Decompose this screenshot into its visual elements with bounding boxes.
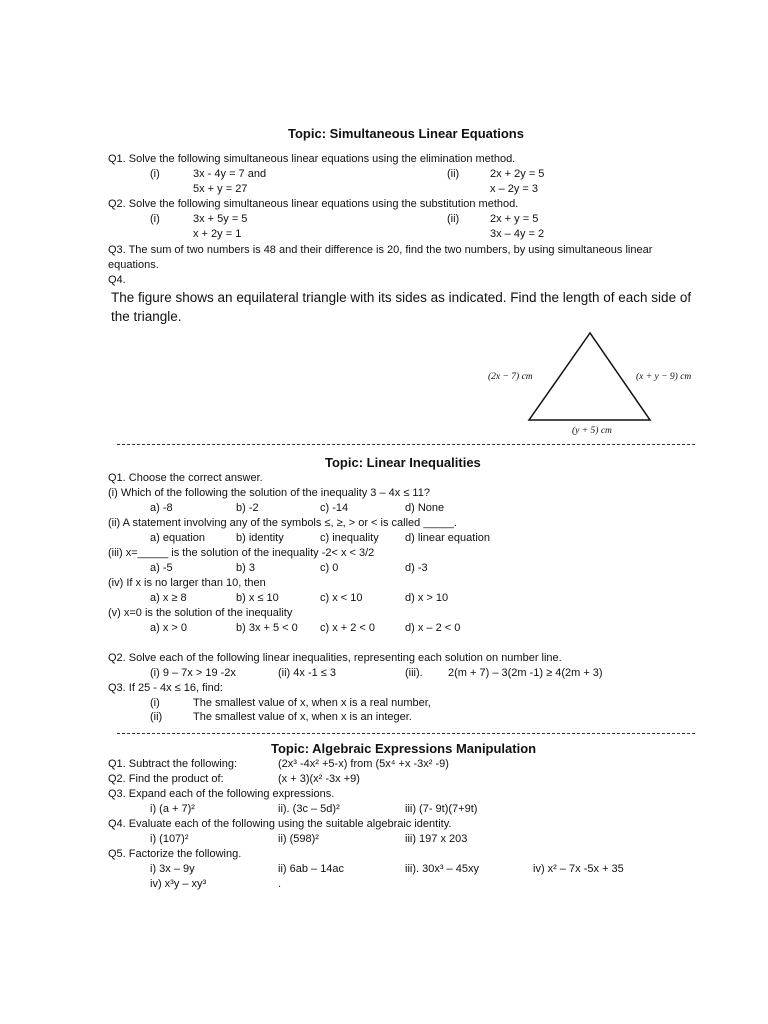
- triangle-left-label: (2x − 7) cm: [488, 372, 533, 382]
- triangle-right-label: (x + y − 9) cm: [636, 372, 692, 382]
- section-title-algebraic: Topic: Algebraic Expressions Manipulation: [271, 741, 537, 756]
- s2-iii-opt-d: d) -3: [405, 562, 428, 574]
- s1-q2-ii-eq1: 2x + y = 5: [490, 213, 539, 225]
- s1-q2-i-label: (i): [150, 213, 160, 225]
- s3-q3-part-i: i) (a + 7)²: [150, 803, 195, 815]
- s2-iii-opt-c: c) 0: [320, 562, 339, 574]
- s3-q4-part-i: i) (107)²: [150, 833, 189, 845]
- s2-i-question: (i) Which of the following the solution of the inequality 3 – 4x ≤ 11?: [108, 487, 430, 499]
- s2-v-opt-c: c) x + 2 < 0: [320, 622, 376, 634]
- s3-q2-expr: (x + 3)(x² -3x +9): [278, 773, 360, 785]
- s2-v-question: (v) x=0 is the solution of the inequality: [108, 607, 293, 619]
- s2-iii-opt-b: b) 3: [236, 562, 255, 574]
- s1-q1-ii-eq2: x – 2y = 3: [490, 183, 539, 195]
- s2-iv-opt-b: b) x ≤ 10: [236, 592, 279, 604]
- s3-q3-part-iii: iii) (7- 9t)(7+9t): [405, 803, 478, 815]
- s1-q1-i-eq1: 3x - 4y = 7 and: [193, 168, 267, 180]
- s2-q2-part-ii: (ii) 4x -1 ≤ 3: [278, 667, 336, 679]
- s2-iv-question: (iv) If x is no larger than 10, then: [108, 577, 266, 589]
- s1-q2-ii-eq2: 3x – 4y = 2: [490, 228, 545, 240]
- s1-q4-text-line1: The figure shows an equilateral triangle with its sides as indicated. Find the length of each side of: [111, 290, 692, 305]
- s1-q1-ii-label: (ii): [447, 168, 460, 180]
- section-title-simultaneous: Topic: Simultaneous Linear Equations: [288, 126, 524, 141]
- s3-q5-dot: .: [278, 878, 282, 890]
- s3-q3-part-ii: ii). (3c – 5d)²: [278, 803, 340, 815]
- s2-q2: Q2. Solve each of the following linear inequalities, representing each solution on number line.: [108, 652, 562, 664]
- s3-q5-part-v: iv) x³y – xy³: [150, 878, 207, 890]
- s3-q3: Q3. Expand each of the following expressions.: [108, 788, 335, 800]
- s2-i-opt-b: b) -2: [236, 502, 259, 514]
- s3-q4: Q4. Evaluate each of the following using the suitable algebraic identity.: [108, 818, 452, 830]
- s1-q1-ii-eq1: 2x + 2y = 5: [490, 168, 545, 180]
- s2-q2-part-iii-label: (iii).: [405, 667, 423, 679]
- s3-q1-label: Q1. Subtract the following:: [108, 758, 238, 770]
- s2-iii-opt-a: a) -5: [150, 562, 173, 574]
- s1-q1: Q1. Solve the following simultaneous linear equations using the elimination method.: [108, 153, 516, 165]
- s3-q5: Q5. Factorize the following.: [108, 848, 242, 860]
- s1-q4-text-line2: the triangle.: [111, 309, 182, 324]
- s1-q2-i-eq1: 3x + 5y = 5: [193, 213, 248, 225]
- s2-q3-ii: The smallest value of x, when x is an integer.: [193, 711, 412, 723]
- s3-q5-part-ii: ii) 6ab – 14ac: [278, 863, 345, 875]
- triangle-shape: [529, 333, 650, 420]
- s1-q3-line1: Q3. The sum of two numbers is 48 and their difference is 20, find the two numbers, by using simultaneous linear: [108, 244, 653, 256]
- s1-q4: Q4.: [108, 274, 126, 286]
- s3-q2-label: Q2. Find the product of:: [108, 773, 224, 785]
- s3-q4-part-iii: iii) 197 x 203: [405, 833, 468, 845]
- s2-q2-part-i: (i) 9 – 7x > 19 -2x: [150, 667, 236, 679]
- s2-i-opt-c: c) -14: [320, 502, 349, 514]
- section-title-inequalities: Topic: Linear Inequalities: [325, 455, 481, 470]
- s1-q2-i-eq2: x + 2y = 1: [193, 228, 242, 240]
- s2-q3-ii-label: (ii): [150, 711, 163, 723]
- s1-q1-i-label: (i): [150, 168, 160, 180]
- s2-ii-opt-a: a) equation: [150, 532, 206, 544]
- s2-ii-question: (ii) A statement involving any of the symbols ≤, ≥, > or < is called _____.: [108, 517, 457, 529]
- section-divider-2: [117, 733, 695, 734]
- s1-q3-line2: equations.: [108, 259, 159, 271]
- s2-v-opt-b: b) 3x + 5 < 0: [236, 622, 298, 634]
- s2-q3: Q3. If 25 - 4x ≤ 16, find:: [108, 682, 223, 694]
- s3-q5-part-iii: iii). 30x³ – 45xy: [405, 863, 479, 875]
- s1-q2: Q2. Solve the following simultaneous linear equations using the substitution method.: [108, 198, 519, 210]
- s2-q3-i: The smallest value of x, when x is a real number,: [193, 697, 431, 709]
- s3-q1-expr: (2x³ -4x² +5-x) from (5x⁴ +x -3x² -9): [278, 758, 449, 770]
- s2-ii-opt-b: b) identity: [236, 532, 284, 544]
- s2-i-opt-d: d) None: [405, 502, 445, 514]
- s2-iv-opt-d: d) x > 10: [405, 592, 449, 604]
- s3-q5-part-iv: iv) x² – 7x -5x + 35: [533, 863, 624, 875]
- s2-q3-i-label: (i): [150, 697, 160, 709]
- s2-iv-opt-c: c) x < 10: [320, 592, 363, 604]
- s1-q1-i-eq2: 5x + y = 27: [193, 183, 248, 195]
- s2-q2-part-iii: 2(m + 7) – 3(2m -1) ≥ 4(2m + 3): [448, 667, 603, 679]
- triangle-bottom-label: (y + 5) cm: [572, 426, 612, 436]
- s3-q5-part-i: i) 3x – 9y: [150, 863, 195, 875]
- s2-ii-opt-d: d) linear equation: [405, 532, 491, 544]
- s3-q4-part-ii: ii) (598)²: [278, 833, 319, 845]
- s2-iv-opt-a: a) x ≥ 8: [150, 592, 187, 604]
- s2-ii-opt-c: c) inequality: [320, 532, 379, 544]
- s2-v-opt-a: a) x > 0: [150, 622, 187, 634]
- s2-i-opt-a: a) -8: [150, 502, 173, 514]
- section-divider-1: [117, 444, 695, 445]
- s2-q1: Q1. Choose the correct answer.: [108, 472, 263, 484]
- s1-q2-ii-label: (ii): [447, 213, 460, 225]
- s2-v-opt-d: d) x – 2 < 0: [405, 622, 461, 634]
- s2-iii-question: (iii) x=_____ is the solution of the inequality -2< x < 3/2: [108, 547, 375, 559]
